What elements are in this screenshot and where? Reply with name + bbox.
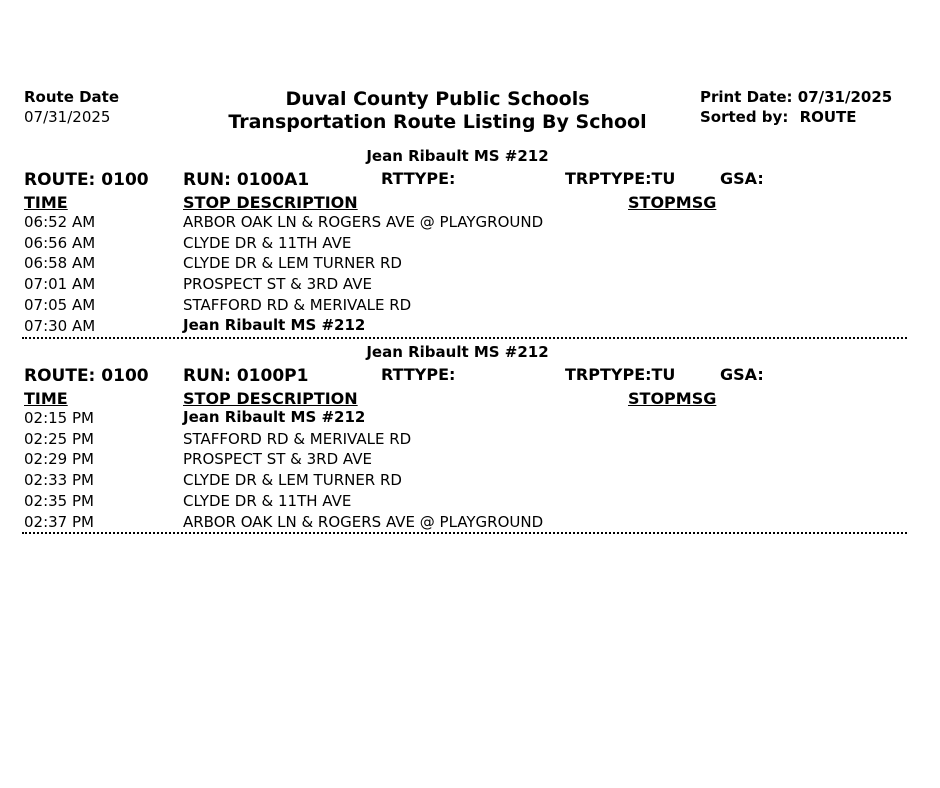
column-header-stopmsg: STOPMSG — [628, 193, 717, 212]
stop-description: CLYDE DR & LEM TURNER RD — [183, 254, 402, 272]
stop-time: 02:15 PM — [24, 409, 94, 427]
column-header-stopmsg: STOPMSG — [628, 389, 717, 408]
section-divider — [22, 532, 907, 534]
stop-time: 06:58 AM — [24, 254, 96, 272]
section-divider — [22, 337, 907, 339]
stop-time: 07:01 AM — [24, 275, 96, 293]
gsa-label: GSA: — [720, 169, 764, 188]
route-date-label: Route Date — [24, 88, 120, 106]
stop-time: 02:33 PM — [24, 471, 94, 489]
stop-description: Jean Ribault MS #212 — [183, 316, 366, 334]
route-number: ROUTE: 0100 — [24, 366, 149, 386]
column-header-time: TIME — [24, 389, 68, 408]
sorted-by-value: ROUTE — [799, 108, 857, 126]
stop-description: ARBOR OAK LN & ROGERS AVE @ PLAYGROUND — [183, 213, 544, 231]
report-title-line1: Duval County Public Schools — [285, 88, 590, 110]
sorted-by — [700, 108, 857, 126]
stop-time: 06:56 AM — [24, 234, 96, 252]
print-date-label: Print Date: — [700, 88, 793, 106]
print-date-value: 07/31/2025 — [797, 88, 893, 106]
school-name: Jean Ribault MS #212 — [366, 147, 549, 165]
stop-time: 07:30 AM — [24, 317, 96, 335]
stop-time: 02:37 PM — [24, 513, 94, 531]
rttype-label: RTTYPE: — [381, 169, 456, 188]
stop-time: 02:35 PM — [24, 492, 94, 510]
run-number: RUN: 0100A1 — [183, 170, 310, 190]
stop-description: PROSPECT ST & 3RD AVE — [183, 275, 372, 293]
stop-time: 07:05 AM — [24, 296, 96, 314]
report-title-line2: Transportation Route Listing By School — [228, 111, 647, 133]
route-number: ROUTE: 0100 — [24, 170, 149, 190]
stop-description: STAFFORD RD & MERIVALE RD — [183, 430, 412, 448]
run-number: RUN: 0100P1 — [183, 366, 309, 386]
stop-description: Jean Ribault MS #212 — [183, 408, 366, 426]
trptype: TRPTYPE:TU — [565, 365, 676, 384]
route-date-value: 07/31/2025 — [24, 108, 111, 126]
rttype-label: RTTYPE: — [381, 365, 456, 384]
column-header-stop-description: STOP DESCRIPTION — [183, 389, 358, 408]
stop-time: 02:25 PM — [24, 430, 94, 448]
trptype: TRPTYPE:TU — [565, 169, 676, 188]
stop-description: ARBOR OAK LN & ROGERS AVE @ PLAYGROUND — [183, 513, 544, 531]
stop-description: STAFFORD RD & MERIVALE RD — [183, 296, 412, 314]
stop-description: CLYDE DR & LEM TURNER RD — [183, 471, 402, 489]
stop-description: CLYDE DR & 11TH AVE — [183, 492, 352, 510]
sorted-by-label: Sorted by: — [700, 108, 789, 126]
school-name: Jean Ribault MS #212 — [366, 343, 549, 361]
print-date — [700, 88, 892, 106]
stop-description: CLYDE DR & 11TH AVE — [183, 234, 352, 252]
column-header-stop-description: STOP DESCRIPTION — [183, 193, 358, 212]
stop-time: 02:29 PM — [24, 450, 94, 468]
column-header-time: TIME — [24, 193, 68, 212]
stop-time: 06:52 AM — [24, 213, 96, 231]
gsa-label: GSA: — [720, 365, 764, 384]
stop-description: PROSPECT ST & 3RD AVE — [183, 450, 372, 468]
